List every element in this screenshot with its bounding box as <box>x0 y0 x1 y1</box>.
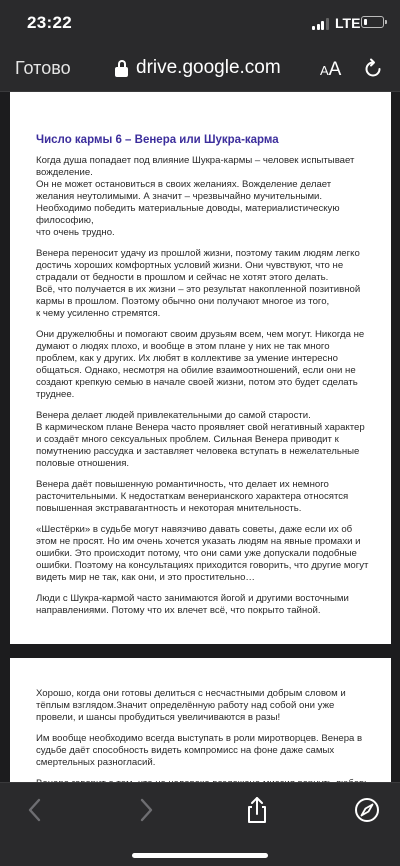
status-bar <box>0 0 400 46</box>
paragraph: Люди с Шукра-кармой часто занимаются йогой и другими восточными направлениями. Потому что их влечет всё, что покрыто тайной. <box>36 593 349 616</box>
paragraph: Венера делает людей привлекательными до самой старости. В кармическом плане Венера часто проявляет свой негативный характер и создаёт много сексуальных проблем. Сильная Венера приводит к помутнению рассудка и заставляет человека вступать в нежелательные половые отношения. <box>36 410 365 469</box>
paragraph: «Шестёрки» в судьбе могут навязчиво давать советы, даже если их об этом не просят. Но им очень хочется указать людям на явные промахи и ошибки. Это происходит потому, что они сами уже допускали подобные ошибки. Поэтому на консультациях приходится говорить, что другие могут видеть мир не так, как они, и это простительно… <box>36 524 369 583</box>
reload-icon[interactable] <box>362 58 384 80</box>
done-button[interactable]: Готово <box>15 58 71 78</box>
battery-icon <box>361 16 384 28</box>
paragraph: Они дружелюбны и помогают своим друзьям всем, чем могут. Никогда не думают о людях плохо, и вообще в этом плане у них не так много проблем, как у других. Их любят в коллективе за умение интересно общаться. Однако, несмотря на обилие взаимоотношений, если они не создают крепкую семью в начале своей жизни, потом это будет сделать труднее. <box>36 329 365 400</box>
compass-icon[interactable] <box>352 795 382 825</box>
document-page-1 <box>10 92 391 644</box>
text-size-button[interactable] <box>320 59 341 81</box>
document-viewer[interactable] <box>0 92 400 782</box>
browser-toolbar <box>0 782 400 866</box>
status-time: 23:22 <box>27 13 72 32</box>
back-icon[interactable] <box>20 795 50 825</box>
browser-nav-bar <box>0 46 400 92</box>
document-title: Число кармы 6 – Венера или Шукра-карма <box>36 134 279 146</box>
share-icon[interactable] <box>242 795 272 825</box>
lock-icon <box>115 60 128 77</box>
document-page-2 <box>10 658 391 798</box>
address-bar[interactable] <box>115 57 281 79</box>
paragraph: Хорошо, когда они готовы делиться с несчастными добрым словом и тёплым взглядом.Значит определённую работу над собой они уже провели, и шансы пробудиться увеличиваются в разы! <box>36 688 346 723</box>
paragraph: Им вообще необходимо всегда выступать в роли миротворцев. Венера в судьбе даёт способность видеть компромисс на фоне даже самых смертельных разногласий. <box>36 733 363 768</box>
home-indicator <box>132 853 268 858</box>
paragraph: Когда душа попадает под влияние Шукра-кармы – человек испытывает вожделение. Он не может остановиться в своих желаниях. Вожделение делает желания неутолимыми. А значит – чрезвычайно мучительными. Необходимо победить материальные доводы, материалистическую философию, что очень трудно. <box>36 155 355 238</box>
signal-icon <box>312 18 330 30</box>
network-label: LTE <box>335 15 361 31</box>
url-text: drive.google.com <box>136 57 281 78</box>
forward-icon[interactable] <box>131 795 161 825</box>
paragraph: Венера переносит удачу из прошлой жизни, поэтому таким людям легко достичь хороших комфортных условий жизни. Они чувствуют, что не страдали от бедности в прошлом и сейчас не хотят этого делать. Всё, что получается в их жизни – это результат накопленной позитивной кармы в прошлом. Поэтому обычно они получают многое из того, к чему усиленно стремятся. <box>36 248 361 319</box>
paragraph: Венера даёт повышенную романтичность, что делает их немного расточительными. К недостаткам венерианского характера относятся повышенная экстравагантность и некоторая мнительность. <box>36 479 349 514</box>
text-size-small-label: A <box>320 63 329 78</box>
text-size-big-label: A <box>328 59 342 80</box>
